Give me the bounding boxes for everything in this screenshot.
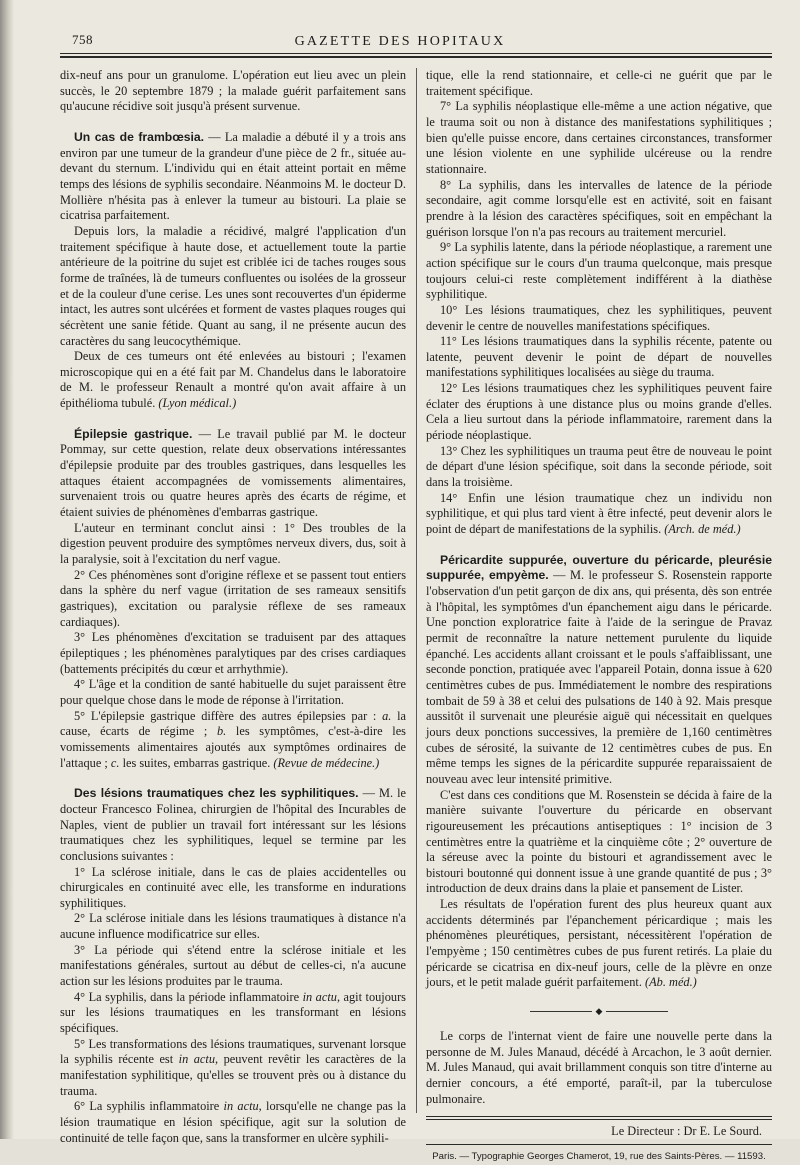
paragraph: 3° La période qui s'étend entre la sclérose initiale et les manifestations générales, surtout au début de celles-ci, n'a aucune action sur les lésions produites par le trauma. xyxy=(60,942,406,989)
paragraph xyxy=(60,1037,406,1100)
paragraph: 7° La syphilis néoplastique elle-même a une action négative, que le trauma soit ou non à distance des manifestations syphilitiques ; bien qu'elle puisse encore, dans certaines circonstances, transformer une lésion violente en une syphilide ulcéreuse ou la rendre stationnaire. xyxy=(426,99,772,176)
paragraph: Depuis lors, la maladie a récidivé, malgré l'application d'un traitement spécifique à haute dose, et actuellement toute la partie antérieure de la poitrine du sujet est criblée ici de taches rouges sous forme de traînées, là de tumeurs confluentes ou isolées de la grosseur et de la couleur d'une cerise. Les unes sont recouvertes d'un épiderme intact, les autres sont ulcérées et forment de vastes plaques rouges qui sécrètent une sanie fétide. Quant au sang, il ne présente aucun des caractères du sang leucocythémique. xyxy=(60,223,406,348)
article-title: Épilepsie gastrique. xyxy=(74,426,193,441)
printer-imprint: Paris. — Typographie Georges Chamerot, 19, rue des Saints-Pères. — 11593. xyxy=(432,1151,766,1162)
paragraph: 10° Les lésions traumatiques, chez les syphilitiques, peuvent devenir le centre de nouvelles manifestations spécifiques. xyxy=(426,302,772,333)
source-citation: (Arch. de méd.) xyxy=(664,522,741,537)
article-framboesia xyxy=(60,130,406,224)
paragraph xyxy=(60,349,406,412)
header-rule xyxy=(60,53,772,58)
paragraph: 3° Les phénomènes d'excitation se traduisent par des attaques épileptiques ; les phénomènes paralytiques par des crises cardiaques (battements précipités du cœur et arrhythmie). xyxy=(60,630,406,676)
paragraph-text: les symptômes, c'est-à-dire les vomissements alimentaires ajoutés aux symptômes ordinaires de l'attaque ; xyxy=(60,724,406,770)
paragraph: tique, elle la rend stationnaire, et celle-ci ne guérit que par le traitement spécifique. xyxy=(426,68,772,98)
paragraph: L'auteur en terminant conclut ainsi : 1° Des troubles de la digestion peuvent produire des symptômes nerveux divers, dus, soit à la paralysie, soit à l'excitation du nerf vague. xyxy=(60,520,406,567)
enum-letter: b. xyxy=(216,724,227,739)
ornament-line xyxy=(606,1011,668,1012)
paragraph xyxy=(60,990,406,1037)
paragraph: C'est dans ces conditions que M. Rosenstein se décida à faire de la manière suivante l'ouverture du péricarde en observant rigoureusement les précautions antiseptiques : 1° incision de 3 centimètres entre la quatrième et la cinquième côte ; 2° ouverture de la séreuse avec la pointe du bistouri et agrandissement avec le bistouri boutonné qui donnent issue à une grande quantité de pus ; 3° introduction de deux drains dans la plaie et pansement de Lister. xyxy=(426,787,772,896)
latin-term: in actu xyxy=(178,1052,216,1067)
enum-letter: a. xyxy=(382,708,392,723)
source-citation: (Revue de médecine.) xyxy=(273,755,380,770)
paragraph-text: 14° Enfin une lésion traumatique chez un individu non syphilitique, et qui plus tard vient à être infecté, peut devenir alors le point de départ de manifestations de la syphilis. xyxy=(426,490,772,537)
article-title: Péricardite suppurée, ouverture du péricarde, pleurésie suppurée, empyème. xyxy=(426,552,772,583)
paragraph-text: 5° Les transformations des lésions traumatiques, survenant lorsque la syphilis récente est xyxy=(60,1036,406,1067)
paragraph: 8° La syphilis, dans les intervalles de latence de la période secondaire, agit comme lorsqu'elle est en activité, soit en faisant prendre à la lésion des caractères spécifiques, soit en empêchant la guérison lorsque l'on n'a pas recours au traitement mercuriel. xyxy=(426,177,772,239)
paragraph: 13° Chez les syphilitiques un trauma peut être de nouveau le point de départ d'une lésion spécifique, soit dans la seconde période, soit dans la troisième. xyxy=(426,443,772,490)
paragraph xyxy=(426,491,772,538)
paragraph-text: , lorsqu'elle ne change pas la lésion traumatique en lésion spécifique, agit sur la solution de continuité de telle façon que, sans la transformer en ulcère syphili- xyxy=(60,1099,406,1145)
latin-term: in actu xyxy=(223,1099,259,1114)
text-columns xyxy=(60,68,773,1162)
paragraph xyxy=(60,709,406,772)
paragraph-text: les suites, embarras gastrique. xyxy=(119,755,274,770)
enum-letter: c. xyxy=(110,755,120,770)
paragraph xyxy=(426,897,772,991)
article-lesions xyxy=(60,786,406,864)
article-title: Un cas de frambœsia. xyxy=(74,129,205,144)
director-signature: Le Directeur : Dr E. Le Sourd. xyxy=(611,1124,762,1139)
article-pericardite xyxy=(426,553,772,788)
paragraph-text: — La maladie a débuté il y a trois ans environ par une tumeur de la grandeur d'une pièce de 2 fr., située au-devant du sternum. L'individu qui en était atteint portait en même temps des lésions de syphilis secondaire. Néanmoins M. le docteur D. Mollière n'hésita pas à enlever la tumeur au bistouri. La plaie se cicatrisa parfaitement. xyxy=(60,129,406,223)
paragraph-text: — Le travail publié par M. le docteur Pommay, sur cette question, relate deux observations intéressantes d'épilepsie produite par des troubles gastriques, dans lesquelles les attaques étaient accompagnées de vomissements alimentaires, survenaient trois ou quatre heures après des écarts de régime, et étaient suivies de phénomènes d'embarras gastrique. xyxy=(60,426,406,520)
paragraph-text: la cause, écarts de régime ; xyxy=(60,708,406,739)
running-title: GAZETTE DES HOPITAUX xyxy=(294,34,506,49)
paragraph-text: Les résultats de l'opération furent des plus heureux quant aux accidents déterminés par l'épanchement péricardique ; mais les phénomènes pleurétiques, persistant, nécessitèrent l'opération de l'empyème ; 150 centimètres cubes de pus furent retirés. La plaie du péricarde se cicatrisa en dix-neuf jours, celle de la plèvre en onze jours, et le petit malade guérit parfaitement. xyxy=(426,897,772,990)
paragraph: 1° La sclérose initiale, dans le cas de plaies accidentelles ou chirurgicales en continuité avec elle, les transforme en indurations syphilitiques. xyxy=(60,864,406,910)
left-column xyxy=(60,68,407,1145)
paragraph-text: 6° La syphilis inflammatoire xyxy=(74,1099,224,1114)
paragraph-text: Deux de ces tumeurs ont été enlevées au bistouri ; l'examen microscopique qui en a été fait par M. Chandelus dans le laboratoire de M. le professeur Renault a montré qu'on avait affaire à un épithélioma tubulé. xyxy=(60,349,406,411)
paragraph-text: 5° L'épilepsie gastrique diffère des autres épilepsies par : xyxy=(74,708,383,723)
ornament-line xyxy=(530,1011,592,1012)
paragraph: 4° L'âge et la condition de santé habituelle du sujet paraissent être pour quelque chose dans le mode de réponse à l'irritation. xyxy=(60,677,406,707)
paragraph-text: , peuvent revêtir les caractères de la manifestation syphilitique, qu'elles se trouvent près ou à distance du trauma. xyxy=(60,1052,406,1098)
paragraph: 9° La syphilis latente, dans la période néoplastique, a rarement une action spécifique sur le cours d'un trauma quelconque, mais presque toujours celui-ci reste complètement indifférent à la diathèse syphilitique. xyxy=(426,240,772,302)
paragraph: 11° Les lésions traumatiques dans la syphilis récente, patente ou latente, peuvent devenir le point de départ de nouvelles manifestations syphilitiques localisées au siège du trauma. xyxy=(426,334,772,380)
latin-term: in actu xyxy=(302,989,337,1004)
article-epilepsie xyxy=(60,427,406,521)
article-title: Des lésions traumatiques chez les syphilitiques. xyxy=(74,786,359,801)
binding-edge xyxy=(0,0,14,1139)
paragraph-text: — M. le professeur S. Rosenstein rapporte l'observation d'un petit garçon de dix ans, qui présenta, dès son entrée à l'hôpital, les symptômes d'un épanchement aigu dans le péricarde. Une ponction exploratrice faite à l'aide de la seringue de Pravaz permit de reconnaître la nature nettement purulente du liquide épanché. Les accidents allant croissant et le pouls s'affaiblissant, une seconde ponction, pratiquée avec l'appareil Potain, donna issue à 620 centimètres cubes de pus. Immédiatement le nombre des respirations tombait de 59 à 38 et celui des pulsations de 140 à 92. Mais presque aussitôt il survenait une pleurésie aiguë qui nécessitait en quelques jours deux ponctions successives, la première de 1,160 centimètres cubes de sérosité, la suivante de 12 centimètres cubes de pus. En même temps les signes de la péricardite suppurée reparaissaient de nouveau avec leur intensité primitive. xyxy=(426,568,773,786)
column-divider xyxy=(416,68,417,1113)
paragraph xyxy=(60,1099,406,1146)
source-citation: (Lyon médical.) xyxy=(158,396,237,411)
paragraph: dix-neuf ans pour un granulome. L'opération eut lieu avec un plein succès, le 20 septembre 1879 ; la malade guérit parfaitement sans qu'aucune récidive soit jusqu'à présent survenue. xyxy=(60,68,406,114)
ornament-diamond-icon: ◆ xyxy=(595,1006,603,1017)
paragraph: 2° Ces phénomènes sont d'origine réflexe et se passent tout entiers dans la sphère du nerf vague (irritation de ses rameaux sensitifs gastriques), excitation ou paralysie réflexe de ses rameaux cardiaques). xyxy=(60,567,406,629)
paragraph: 12° Les lésions traumatiques chez les syphilitiques peuvent faire éclater des éruptions à une distance plus ou moins grande d'elles. Cela a lieu surtout dans la période inflammatoire, rarement dans la période néoplastique. xyxy=(426,381,772,443)
paragraph-text: — M. le docteur Francesco Folinea, chirurgien de l'hôpital des Incurables de Naples, vient de publier un travail fort intéressant sur les lésions traumatiques chez les syphilitiques, lequel se termine par les conclusions suivantes : xyxy=(60,786,407,863)
paragraph: 2° La sclérose initiale dans les lésions traumatiques à distance n'a aucune influence modificatrice sur elles. xyxy=(60,911,406,942)
paragraph-text: , agit toujours sur les lésions traumatiques en les transformant en lésions spécifiques. xyxy=(60,989,406,1036)
source-citation: (Ab. méd.) xyxy=(645,975,697,990)
section-ornament xyxy=(426,1007,772,1015)
right-column xyxy=(426,68,773,1162)
notice-internat: Le corps de l'internat vient de faire une nouvelle perte dans la personne de M. Jules Manaud, décédé à Arcachon, le 3 août dernier. M. Jules Manaud, qui avait brillamment conquis son titre d'interne au dernier concours, a été emporté, paraît-il, par la tuberculose pulmonaire. xyxy=(426,1029,772,1106)
paragraph-text: 4° La syphilis, dans la période inflammatoire xyxy=(74,989,303,1004)
page-number: 758 xyxy=(72,32,93,47)
footer-rule xyxy=(426,1116,772,1120)
director-rule xyxy=(426,1144,772,1145)
